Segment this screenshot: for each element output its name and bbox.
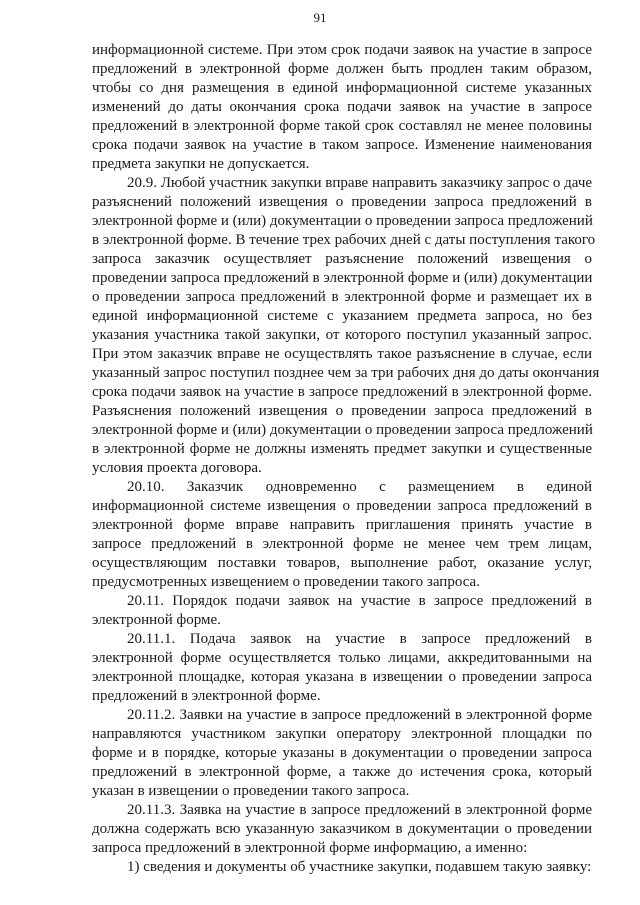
text-line: электронной форме осуществляется только лицами, аккредитованными на xyxy=(92,650,592,666)
text-line: 20.11.1. Подача заявок на участие в запросе предложений в xyxy=(127,631,592,647)
text-line: условия проекта договора. xyxy=(92,460,262,476)
text-line: о проведении запроса предложений в электронной форме и размещает их в xyxy=(92,289,592,305)
text-line: электронной форме и (или) документации о проведении запроса предложений xyxy=(92,422,593,438)
text-line: предмета закупки не допускается. xyxy=(92,156,310,172)
text-line: электронной форме. xyxy=(92,612,221,628)
text-line: 20.10. Заказчик одновременно с размещением в единой xyxy=(127,479,592,495)
text-line: разъяснений положений извещения о проведении запроса предложений в xyxy=(92,194,592,210)
text-line: предусмотренных извещением о проведении такого запроса. xyxy=(92,574,480,590)
text-line: указан в извещении о проведении такого запроса. xyxy=(92,783,410,799)
text-line: осуществляющим поставки товаров, выполнение работ, оказание услуг, xyxy=(92,555,592,571)
text-line: срока подачи заявок на участие в запросе предложений в электронной форме. xyxy=(92,384,592,400)
text-line: срока подачи заявок на участие в таком запросе. Изменение наименования xyxy=(92,137,592,153)
text-line: запроса предложений в электронной форме информацию, а именно: xyxy=(92,840,528,856)
text-line: предложений в электронной форме. xyxy=(92,688,321,704)
text-line: информационной системе извещения о проведении запроса предложений в xyxy=(92,498,592,514)
text-line: информационной системе. При этом срок подачи заявок на участие в запросе xyxy=(92,42,592,58)
text-line: предложений в электронной форме должен быть продлен таким образом, xyxy=(92,61,592,77)
text-line: единой информационной системе с указанием предмета запроса, но без xyxy=(92,308,592,324)
text-line: в электронной форме не должны изменять предмет закупки и существенные xyxy=(92,441,592,457)
text-line: предложений в электронной форме такой срок составлял не менее половины xyxy=(92,118,592,134)
text-line: При этом заказчик вправе не осуществлять такое разъяснение в случае, если xyxy=(92,346,592,362)
text-line: 20.11.2. Заявки на участие в запросе предложений в электронной форме xyxy=(127,707,592,723)
text-line: направляются участником закупки оператору электронной площадки по xyxy=(92,726,592,742)
text-line: указанный запрос поступил позднее чем за три рабочих дня до даты окончания xyxy=(92,365,600,381)
text-line: электронной форме и (или) документации о проведении запроса предложений xyxy=(92,213,593,229)
text-line: 20.11. Порядок подачи заявок на участие в запросе предложений в xyxy=(127,593,592,609)
text-line: изменений до даты окончания срока подачи заявок на участие в запросе xyxy=(92,99,592,115)
text-line: электронной площадке, которая указана в извещении о проведении запроса xyxy=(92,669,592,685)
text-line: запросе предложений в электронной форме не менее чем трем лицам, xyxy=(92,536,592,552)
text-line: 20.9. Любой участник закупки вправе направить заказчику запрос о даче xyxy=(127,175,593,191)
page-number: 91 xyxy=(313,10,327,25)
text-line: в электронной форме. В течение трех рабочих дней с даты поступления такого xyxy=(92,232,596,248)
text-line: чтобы со дня размещения в единой информационной системе указанных xyxy=(92,80,592,96)
text-line: электронной форме вправе направить приглашения принять участие в xyxy=(92,517,592,533)
text-line: предложений в электронной форме, а также до истечения срока, который xyxy=(92,764,592,780)
text-line: запроса заказчик осуществляет разъяснение положений извещения о xyxy=(92,251,592,267)
text-line: 20.11.3. Заявка на участие в запросе предложений в электронной форме xyxy=(127,802,592,818)
text-line: Разъяснения положений извещения о проведении запроса предложений в xyxy=(92,403,592,419)
text-line: форме и в порядке, которые указаны в документации о проведении запроса xyxy=(92,745,592,761)
text-line: должна содержать всю указанную заказчиком в документации о проведении xyxy=(92,821,592,837)
text-line: проведении запроса предложений в электронной форме и (или) документации xyxy=(92,270,593,286)
text-line: 1) сведения и документы об участнике закупки, подавшем такую заявку: xyxy=(127,859,592,875)
text-line: указания участника такой закупки, от которого поступил указанный запрос. xyxy=(92,327,592,343)
